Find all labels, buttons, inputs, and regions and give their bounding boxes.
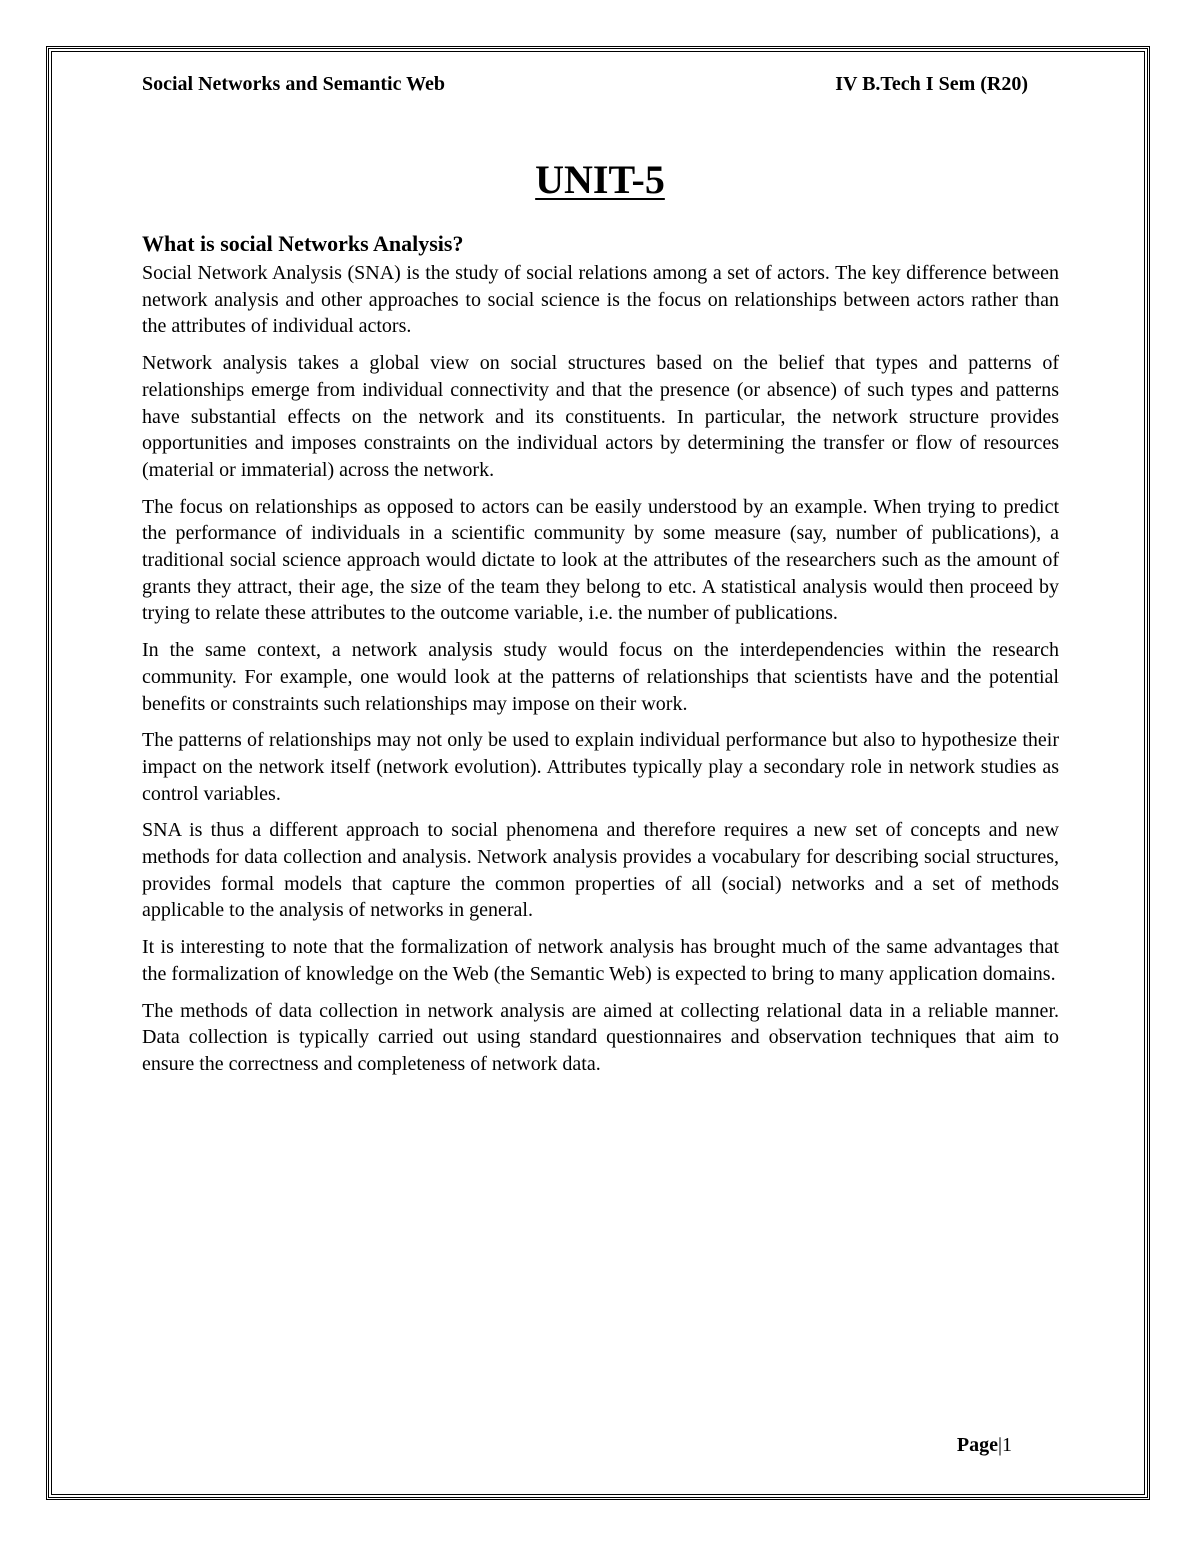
header-semester: IV B.Tech I Sem (R20) [835,73,1028,95]
paragraph: The patterns of relationships may not only be used to explain individual performance but also to hypothesize their impact on the network itself (network evolution). Attributes typically play a secondary role in network studies as control variables. [142,729,1059,805]
page-number: 1 [1002,1434,1012,1456]
header-course-title: Social Networks and Semantic Web [142,73,445,95]
paragraph: It is interesting to note that the formalization of network analysis has brought much of the same advantages that the formalization of knowledge on the Web (the Semantic Web) is expected to bring to many application domains. [142,936,1059,985]
paragraph: The methods of data collection in network analysis are aimed at collecting relational data in a reliable manner. Data collection is typically carried out using standard questionnaires and observation techniques that aim to ensure the correctness and completeness of network data. [142,999,1059,1075]
paragraph: The focus on relationships as opposed to actors can be easily understood by an example. When trying to predict the performance of individuals in a scientific community by some measure (say, number of publications), a traditional social science approach would dictate to look at the attributes of the researchers such as the amount of grants they attract, their age, the size of the team they belong to etc. A statistical analysis would then proceed by trying to relate these attributes to the outcome variable, i.e. the number of publications. [142,495,1059,625]
page-label: Page [956,1434,998,1456]
paragraph: Social Network Analysis (SNA) is the study of social relations among a set of actors. The key difference between network analysis and other approaches to social science is the focus on relationships between actors rather than the attributes of individual actors. [142,262,1059,338]
page-separator: | [997,1434,1002,1456]
document-body [142,228,1059,1088]
paragraph: SNA is thus a different approach to social phenomena and therefore requires a new set of concepts and new methods for data collection and analysis. Network analysis provides a vocabulary for describing social structures, provides formal models that capture the common properties of all (social) networks and a set of methods applicable to the analysis of networks in general. [142,819,1059,922]
paragraph: Network analysis takes a global view on social structures based on the belief that types and patterns of relationships emerge from individual connectivity and that the presence (or absence) of such types and patterns have substantial effects on the network and its constituents. In particular, the network structure provides opportunities and imposes constraints on the individual actors by determining the transfer or flow of resources (material or immaterial) across the network. [142,352,1059,481]
page-number-footer [957,1434,1012,1457]
paragraph: In the same context, a network analysis study would focus on the interdependencies within the research community. For example, one would look at the patterns of relationships that scientists have and the potential benefits or constraints such relationships may impose on their work. [142,639,1059,715]
section-heading: What is social Networks Analysis? [142,231,464,256]
page-title: UNIT-5 [535,157,665,202]
